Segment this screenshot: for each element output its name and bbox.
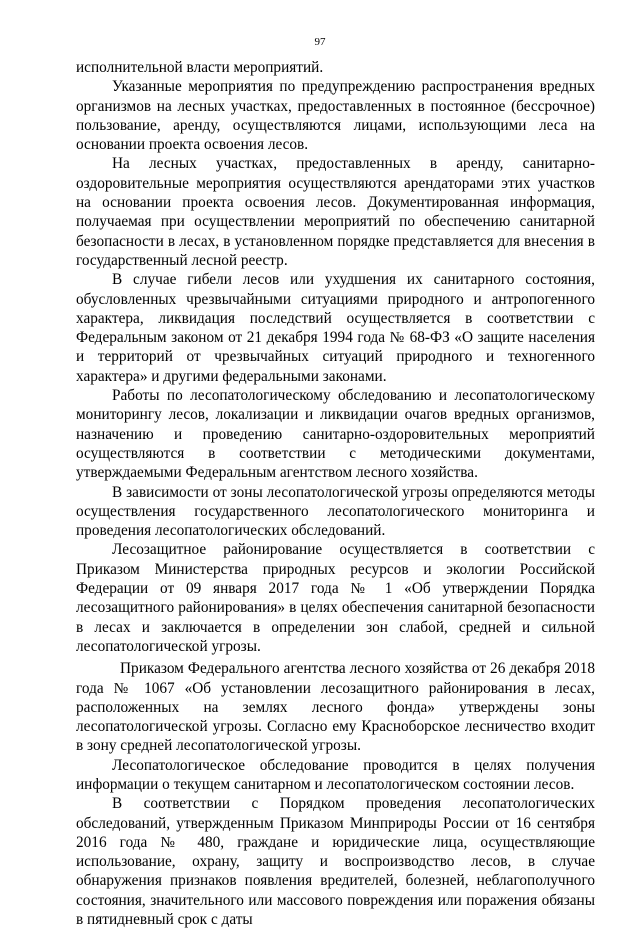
paragraph: Лесопатологическое обследование проводится в целях получения информации о текущем санитарном и лесопатологическом состоянии лесов.: [76, 756, 595, 793]
paragraph: Работы по лесопатологическому обследованию и лесопатологическому мониторингу лесов, локализации и ликвидации очагов вредных организмов, назначению и проведению санитарно-оздоровительных мероприятий осуществляются в соответствии с методическими документами, утверждаемыми Федеральным агентством лесного хозяйства.: [76, 387, 595, 482]
paragraph: В случае гибели лесов или ухудшения их санитарного состояния, обусловленных чрезвычайными ситуациями природного и антропогенного характера, ликвидация последствий осуществляется в соответствии с Федеральным законом от 21 декабря 1994 года № 68-ФЗ «О защите населения и территорий от чрезвычайных ситуаций природного и техногенного характера» и другими федеральными законами.: [76, 271, 595, 385]
paragraph: На лесных участках, предоставленных в аренду, санитарно-оздоровительные мероприятия осуществляются арендаторами этих участков на основании проекта освоения лесов. Документированная информация, получаемая при осуществлении мероприятий по обеспечению санитарной безопасности в лесах, в установленном порядке представляется для внесения в государственный лесной реестр.: [76, 155, 595, 269]
paragraph: Указанные мероприятия по предупреждению распространения вредных организмов на лесных участках, предоставленных в постоянное (бессрочное) пользование, аренду, осуществляются лицами, использующими леса на основании проекта освоения лесов.: [76, 78, 595, 154]
paragraph: В соответствии с Порядком проведения лесопатологических обследований, утвержденным Приказом Минприроды России от 16 сентября 2016 года № 480, граждане и юридические лица, осуществляющие использование, охрану, защиту и воспроизводство лесов, в случае обнаружения признаков появления вредителей, болезней, неблагополучного состояния, значительного или массового повреждения или поражения обязаны в пятидневный срок с даты: [76, 795, 595, 929]
document-body: [76, 58, 595, 929]
paragraph: Приказом Федерального агентства лесного хозяйства от 26 декабря 2018 года № 1067 «Об установлении лесозащитного районирования в лесах, расположенных на землях лесного фонда» утверждены зоны лесопатологической угрозы. Согласно ему Красноборское лесничество входит в зону средней лесопатологической угрозы.: [76, 660, 595, 755]
paragraph: Лесозащитное районирование осуществляется в соответствии с Приказом Министерства природных ресурсов и экологии Российской Федерации от 09 января 2017 года № 1 «Об утверждении Порядка лесозащитного районирования» в целях обеспечения санитарной безопасности в лесах и заключается в определении зон слабой, средней и сильной лесопатологической угрозы.: [76, 541, 595, 655]
paragraph: В зависимости от зоны лесопатологической угрозы определяются методы осуществления государственного лесопатологического мониторинга и проведения лесопатологических обследований.: [76, 483, 595, 540]
paragraph: исполнительной власти мероприятий.: [76, 59, 324, 76]
page-number: 97: [314, 36, 326, 48]
